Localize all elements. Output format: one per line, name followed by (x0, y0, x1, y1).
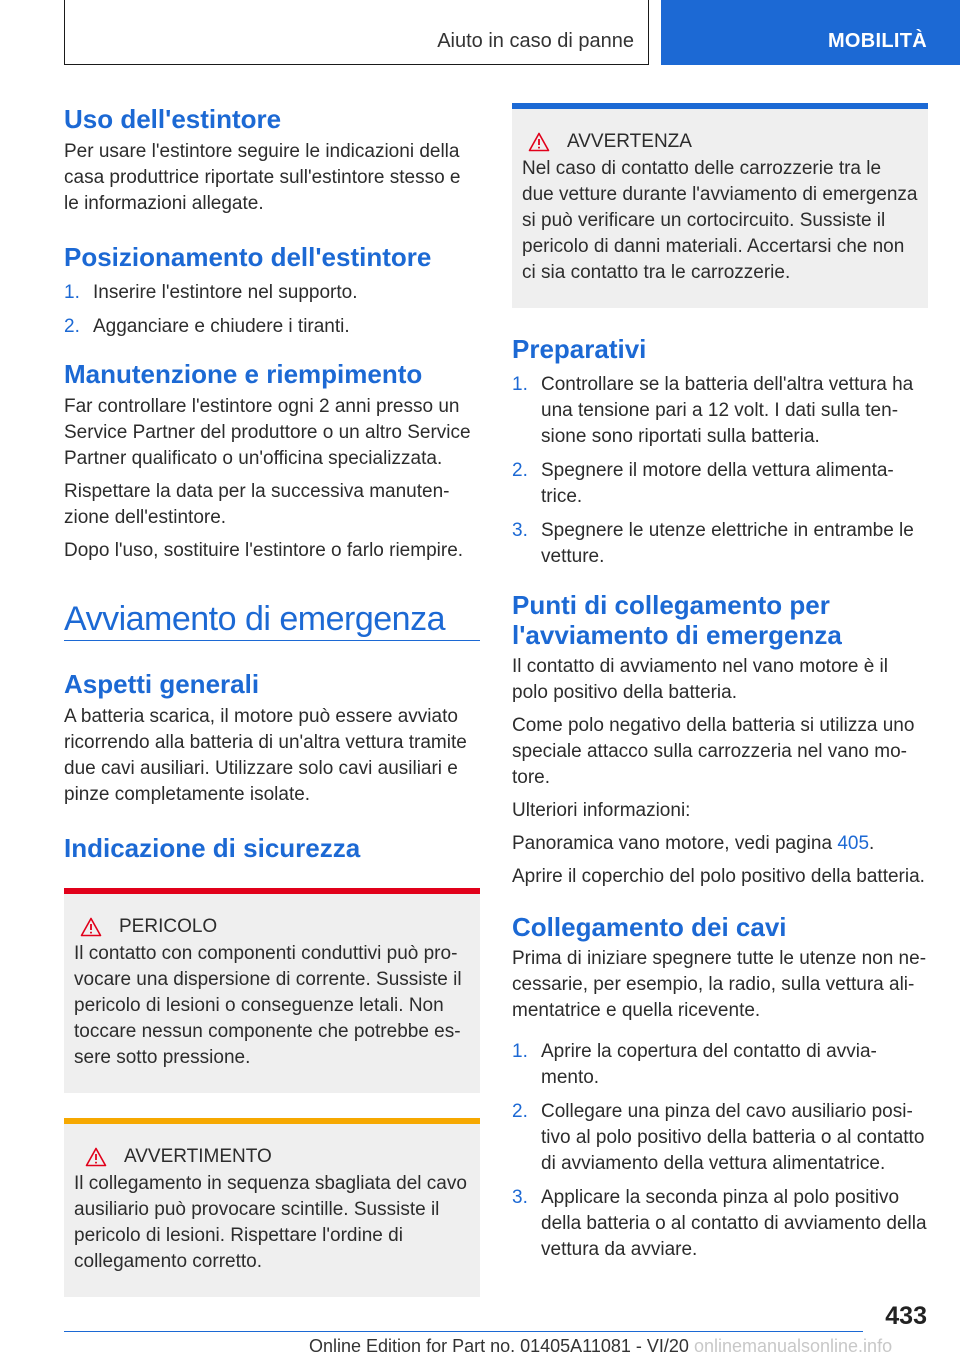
list-item (512, 458, 928, 510)
step-number: 2. (512, 460, 528, 481)
step-text: Controllare se la batteria dell'altra vettura ha una tensione pari a 12 volt. I dati sulla tensione sono riportati sulla batteria. (541, 374, 914, 447)
footer-edition-line (309, 1336, 892, 1357)
page-number: 433 (885, 1302, 927, 1330)
paragraph-punti-4 (512, 831, 928, 857)
step-text: Spegnere il motore della vettura alimentatrice. (541, 460, 894, 507)
warning-triangle-icon (528, 132, 550, 152)
warning-label: AVVERTIMENTO (124, 1146, 272, 1167)
heading-uso-estintore: Uso dell'estintore (64, 104, 282, 134)
header-chapter-tab (661, 0, 960, 65)
warning-title (74, 1144, 470, 1170)
list-item (64, 314, 480, 340)
right-column (512, 103, 928, 1263)
footer-rule (64, 1331, 863, 1332)
step-text: Collegare una pinza del cavo ausiliario positivo al polo positivo della batteria o al contatto di avviamento della vettura alimentatrice. (541, 1101, 925, 1174)
step-number: 1. (64, 282, 80, 303)
list-item (512, 372, 928, 450)
step-text: Applicare la seconda pinza al polo positivo della batteria o al contatto di avviamento della vettura da avviare. (541, 1187, 927, 1260)
heading-punti-collegamento: Punti di collegamento per l'avviamento di emergenza (512, 590, 842, 650)
heading-aspetti-generali: Aspetti generali (64, 669, 260, 699)
heading-collegamento-cavi: Collegamento dei cavi (512, 912, 787, 942)
danger-box (64, 888, 480, 1093)
step-text: Aprire la copertura del contatto di avviamento. (541, 1041, 877, 1088)
list-item (512, 1099, 928, 1177)
paragraph-aspetti-generali: A batteria scarica, il motore può essere avviato ricorrendo alla batteria di un'altra vettura tramite due cavi ausiliari. Utilizzare solo cavi ausiliari e pinze completamente isolate. (64, 706, 467, 805)
warning-triangle-icon (85, 1147, 107, 1167)
paragraph-punti-5: Aprire il coperchio del polo positivo della batteria. (512, 866, 925, 887)
list-posizionamento (64, 280, 480, 340)
step-number: 2. (64, 316, 80, 337)
heading-preparativi: Preparativi (512, 334, 647, 364)
paragraph-uso-estintore: Per usare l'estintore seguire le indicazioni della casa produttrice riportate sull'estintore stesso e le informazioni allegate. (64, 141, 461, 214)
step-text: Inserire l'estintore nel supporto. (93, 282, 358, 303)
heading-posizionamento: Posizionamento dell'estintore (64, 242, 432, 272)
danger-label: PERICOLO (119, 916, 218, 937)
caution-label: AVVERTENZA (567, 131, 692, 152)
paragraph-punti-3: Ulteriori informazioni: (512, 800, 691, 821)
warning-box (64, 1118, 480, 1297)
paragraph-punti-2: Come polo negativo della batteria si utilizza uno speciale attacco sulla carrozzeria nel vano motore. (512, 715, 915, 788)
heading-indicazione-sicurezza: Indicazione di sicurezza (64, 833, 361, 863)
list-preparativi (512, 372, 928, 570)
footer-edition: Online Edition for Part no. 01405A11081 - VI/20 (309, 1336, 689, 1356)
header-section-title: Aiuto in caso di panne (437, 30, 634, 52)
list-item (512, 1185, 928, 1263)
caution-title (522, 129, 918, 155)
paragraph-collegamento-cavi: Prima di iniziare spegnere tutte le utenze non necessarie, per esempio, la radio, sulla vettura alimentatrice e quella ricevente. (512, 948, 927, 1021)
header-chapter-title: MOBILITÀ (827, 30, 927, 52)
danger-title (74, 914, 470, 940)
paragraph-manutenzione-3: Dopo l'uso, sostituire l'estintore o farlo riempire. (64, 540, 464, 561)
footer-watermark: onlinemanualsonline.info (693, 1336, 893, 1356)
step-number: 1. (512, 1041, 528, 1062)
caution-box (512, 103, 928, 308)
page-ref-prefix: Panoramica vano motore, vedi pagina (512, 833, 838, 854)
left-column (64, 100, 480, 1297)
warning-text: Il collegamento in sequenza sbagliata del cavo ausiliario può provocare scintille. Sussiste il pericolo di lesioni. Rispettare l'ordine di collegamento corretto. (74, 1173, 467, 1272)
step-number: 1. (512, 374, 528, 395)
chapter-title: Avviamento di emergenza (64, 600, 445, 638)
list-item (512, 518, 928, 570)
list-collegamento-cavi (512, 1039, 928, 1263)
header-section-box (64, 0, 649, 65)
page-ref-link[interactable]: 405 (837, 833, 870, 854)
list-item (64, 280, 480, 306)
heading-manutenzione: Manutenzione e riempimento (64, 359, 423, 389)
page-ref-suffix: . (869, 833, 875, 854)
paragraph-manutenzione-2: Rispettare la data per la successiva manutenzione dell'estintore. (64, 481, 450, 528)
warning-triangle-icon (80, 917, 102, 937)
paragraph-manutenzione-1: Far controllare l'estintore ogni 2 anni presso un Service Partner del produttore o un altro Service Partner qualificato o un'officina specializzata. (64, 396, 471, 469)
step-number: 2. (512, 1101, 528, 1122)
caution-text: Nel caso di contatto delle carrozzerie tra le due vetture durante l'avviamento di emergenza si può verificare un cortocircuito. Sussiste il pericolo di danni materiali. Accertarsi che non ci sia contatto tra le carrozzerie. (522, 158, 918, 283)
danger-text: Il contatto con componenti conduttivi può provocare una dispersione di corrente. Sussiste il pericolo di lesioni o conseguenze letali. Non toccare nessun componente che potrebbe essere sotto pressione. (74, 943, 462, 1068)
list-item (512, 1039, 928, 1091)
step-text: Agganciare e chiudere i tiranti. (93, 316, 350, 337)
paragraph-punti-1: Il contatto di avviamento nel vano motore è il polo positivo della batteria. (512, 656, 888, 703)
step-text: Spegnere le utenze elettriche in entrambe le vetture. (541, 520, 914, 567)
step-number: 3. (512, 520, 528, 541)
chapter-rule (64, 640, 480, 641)
step-number: 3. (512, 1187, 528, 1208)
